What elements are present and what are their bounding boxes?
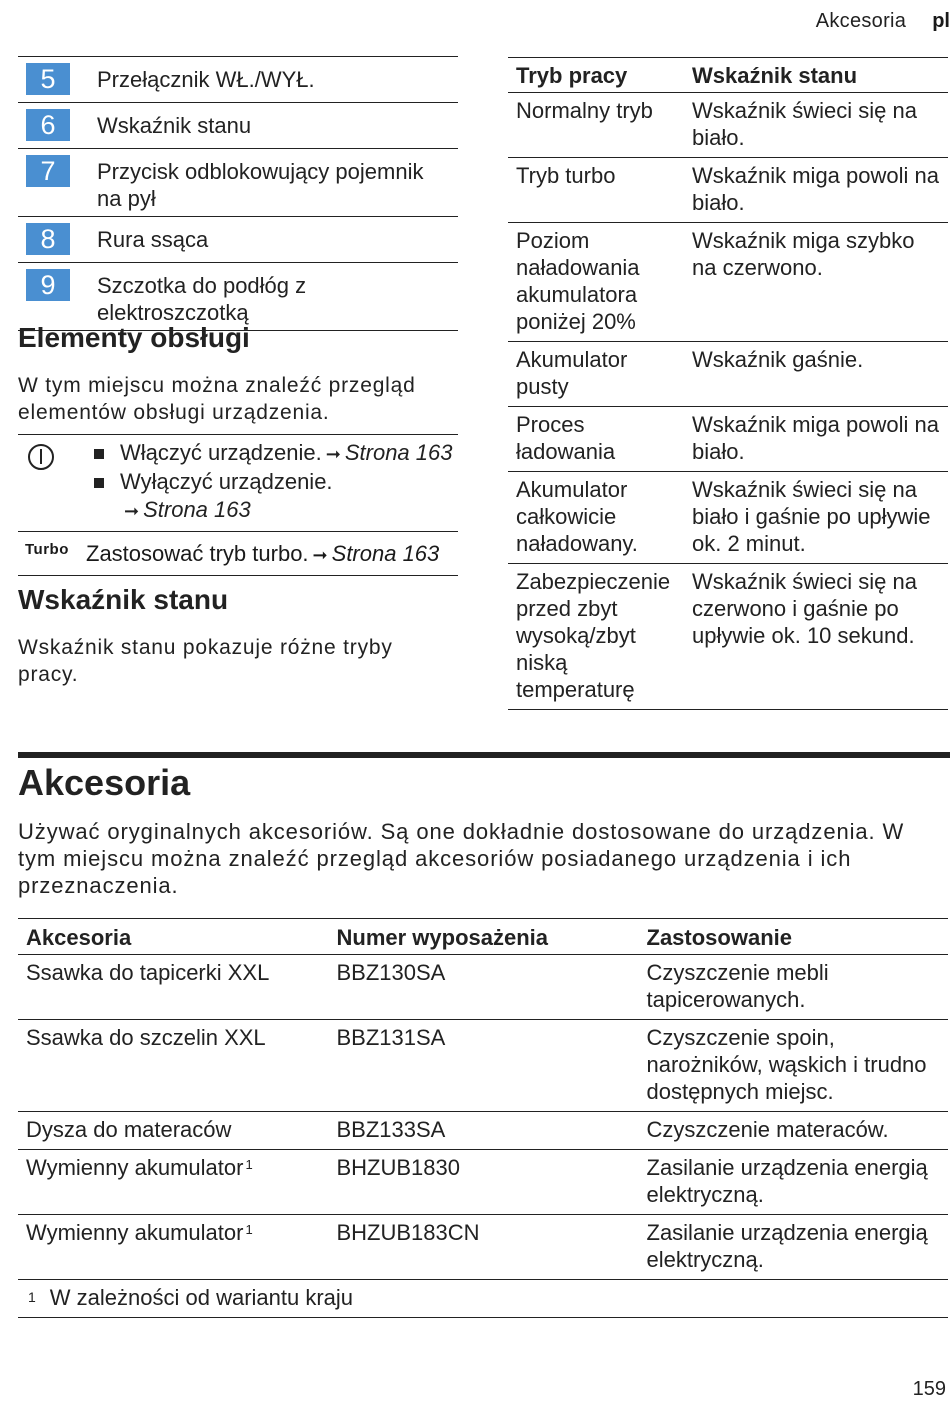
status-section-title: Wskaźnik stanu xyxy=(18,584,229,615)
status-table-header xyxy=(508,58,948,93)
table-row xyxy=(508,342,948,407)
page-reference: Strona 163 xyxy=(344,440,453,465)
control-action: Zastosować tryb turbo. ➞ Strona 163 xyxy=(86,541,440,566)
accessory-number: BHZUB183CN xyxy=(328,1215,638,1280)
legend-number: 8 xyxy=(26,223,70,255)
page-number: 159 xyxy=(912,1378,946,1400)
control-row-power xyxy=(18,435,458,532)
accessory-name: Wymienny akumulator $^1$ xyxy=(18,1150,328,1215)
arrow-right-icon: ➞ xyxy=(124,501,140,521)
status-section-intro: Wskaźnik stanu pokazuje różne tryby pracy. xyxy=(18,636,393,686)
controls-section-intro: W tym miejscu można znaleźć przegląd elementów obsługi urządzenia. xyxy=(18,374,416,424)
legend-number: 9 xyxy=(26,269,70,301)
control-action: Wyłączyć urządzenie. xyxy=(120,468,452,496)
accessories-title: Akcesoria xyxy=(18,762,191,803)
page-reference: Strona 163 xyxy=(331,541,440,566)
indicator-cell: Wskaźnik świeci się na czerwono i gaśnie po upływie ok. 10 sekund. xyxy=(684,564,948,710)
accessory-name: Dysza do materaców xyxy=(18,1112,328,1150)
mode-cell: Normalny tryb xyxy=(508,93,684,158)
mode-cell: Tryb turbo xyxy=(508,158,684,223)
column-header: Akcesoria xyxy=(18,919,328,955)
indicator-cell: Wskaźnik świeci się na biało. xyxy=(684,93,948,158)
control-row-turbo xyxy=(18,532,458,576)
accessory-name: Ssawka do szczelin XXL xyxy=(18,1020,328,1112)
footnote-marker: 1 xyxy=(245,1222,253,1237)
legend-row xyxy=(18,217,458,263)
mode-cell: Zabezpieczenie przed zbyt wysoką/zbyt niską temperaturę xyxy=(508,564,684,710)
arrow-right-icon: ➞ xyxy=(325,444,341,464)
status-table xyxy=(508,57,948,710)
column-header: Tryb pracy xyxy=(508,58,684,93)
accessory-use: Czyszczenie mebli tapicerowanych. xyxy=(638,955,948,1020)
legend-text: Rura ssąca xyxy=(97,227,209,252)
legend-row xyxy=(18,103,458,149)
accessory-name: Wymienny akumulator $^1$ xyxy=(18,1215,328,1280)
column-header: Wskaźnik stanu xyxy=(684,58,948,93)
table-row xyxy=(18,1150,948,1215)
legend-number: 6 xyxy=(26,109,70,141)
accessory-number: BBZ131SA xyxy=(328,1020,638,1112)
legend-text: Przełącznik WŁ./WYŁ. xyxy=(97,67,315,92)
arrow-right-icon: ➞ xyxy=(312,545,328,565)
table-row xyxy=(508,564,948,710)
page-reference: Strona 163 xyxy=(143,497,251,522)
legend-text: Szczotka do podłóg z elektroszczotką xyxy=(97,273,307,325)
accessories-table-header xyxy=(18,919,948,955)
legend-number: 5 xyxy=(26,63,70,95)
accessory-number: BBZ130SA xyxy=(328,955,638,1020)
table-row xyxy=(508,93,948,158)
table-row xyxy=(508,472,948,564)
accessory-use: Zasilanie urządzenia energią elektryczną. xyxy=(638,1150,948,1215)
accessories-intro: Używać oryginalnych akcesoriów. Są one dokładnie dostosowane do urządzenia. W tym miejscu można znaleźć przegląd akcesoriów posiadanego urządzenia i ich przeznaczenia. xyxy=(18,819,905,898)
component-legend xyxy=(18,56,458,331)
power-icon xyxy=(28,444,54,470)
table-row xyxy=(508,407,948,472)
table-row xyxy=(508,223,948,342)
control-action-ref xyxy=(120,496,452,525)
footnote: $^1$ W zależności od wariantu kraju xyxy=(18,1280,948,1318)
legend-row xyxy=(18,263,458,331)
indicator-cell: Wskaźnik miga powoli na biało. xyxy=(684,407,948,472)
table-row xyxy=(18,955,948,1020)
accessory-number: BHZUB1830 xyxy=(328,1150,638,1215)
mode-cell: Akumulator całkowicie naładowany. xyxy=(508,472,684,564)
indicator-cell: Wskaźnik miga szybko na czerwono. xyxy=(684,223,948,342)
legend-number: 7 xyxy=(26,155,70,187)
legend-row xyxy=(18,57,458,103)
header-section-title: Akcesoria xyxy=(815,9,907,32)
legend-text: Przycisk odblokowujący pojemnik na pył xyxy=(97,159,424,211)
mode-cell: Proces ładowania xyxy=(508,407,684,472)
mode-cell: Poziom naładowania akumulatora poniżej 20% xyxy=(508,223,684,342)
table-row xyxy=(508,158,948,223)
legend-row xyxy=(18,149,458,217)
footnote-marker: 1 xyxy=(245,1157,253,1172)
accessory-use: Czyszczenie spoin, narożników, wąskich i trudno dostępnych miejsc. xyxy=(638,1020,948,1112)
legend-text: Wskaźnik stanu xyxy=(97,113,252,138)
indicator-cell: Wskaźnik świeci się na biało i gaśnie po upływie ok. 2 minut. xyxy=(684,472,948,564)
accessory-number: BBZ133SA xyxy=(328,1112,638,1150)
indicator-cell: Wskaźnik miga powoli na biało. xyxy=(684,158,948,223)
accessory-use: Zasilanie urządzenia energią elektryczną. xyxy=(638,1215,948,1280)
section-divider xyxy=(18,752,950,758)
table-row xyxy=(18,1215,948,1280)
accessory-name: Ssawka do tapicerki XXL xyxy=(18,955,328,1020)
column-header: Zastosowanie xyxy=(638,919,948,955)
page-header xyxy=(816,8,950,34)
mode-cell: Akumulator pusty xyxy=(508,342,684,407)
header-language: pl xyxy=(932,9,950,32)
controls-table xyxy=(18,434,458,576)
table-row xyxy=(18,1112,948,1150)
accessory-use: Czyszczenie materaców. xyxy=(638,1112,948,1150)
control-action: Włączyć urządzenie. ➞ Strona 163 xyxy=(120,439,452,468)
footnote-row xyxy=(18,1280,948,1318)
accessories-table xyxy=(18,918,948,1318)
table-row xyxy=(18,1020,948,1112)
indicator-cell: Wskaźnik gaśnie. xyxy=(684,342,948,407)
turbo-label: Turbo xyxy=(25,541,69,558)
column-header: Numer wyposażenia xyxy=(328,919,638,955)
controls-section-title: Elementy obsługi xyxy=(18,322,250,353)
